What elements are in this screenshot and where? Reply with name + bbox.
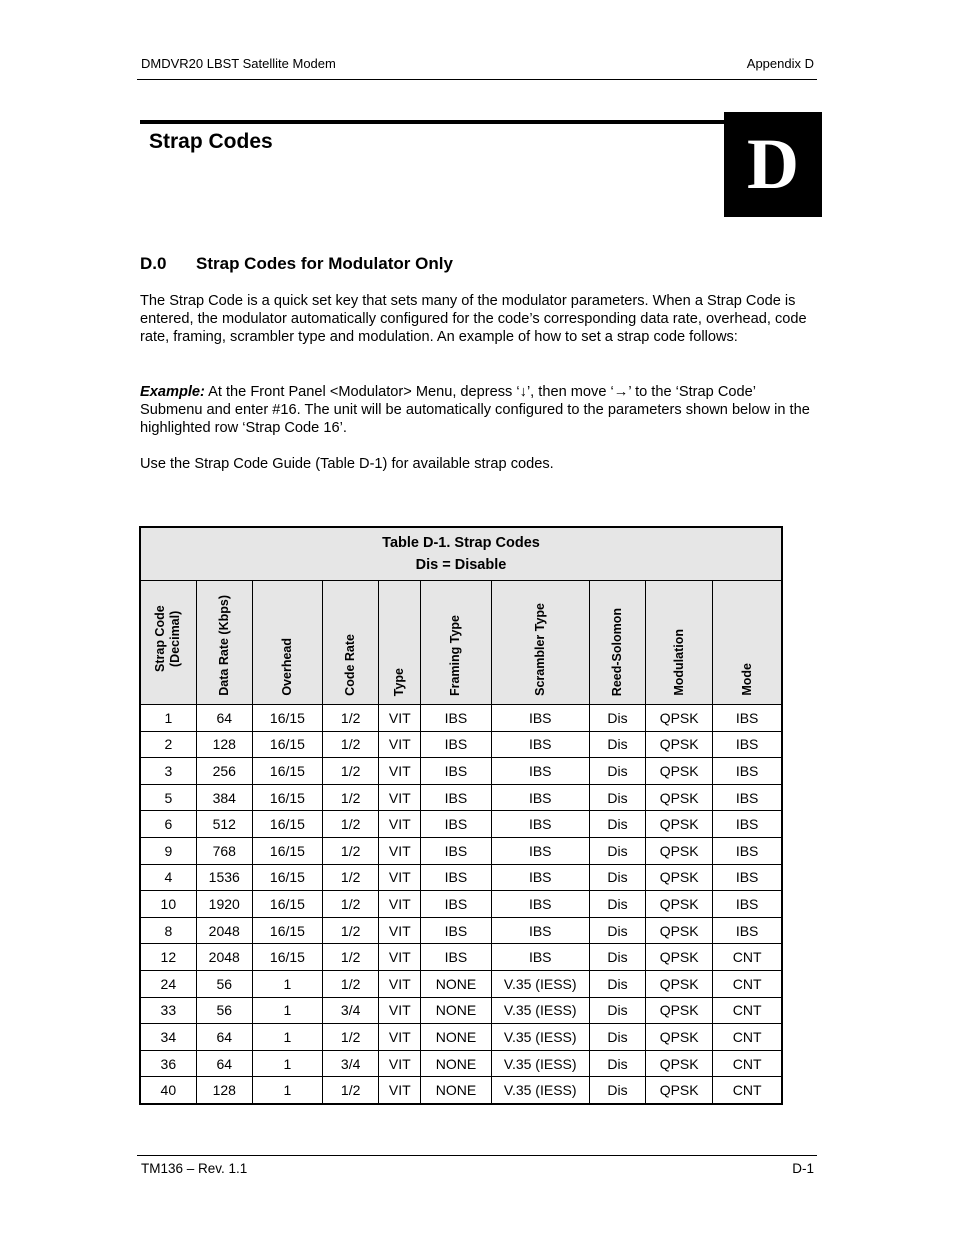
table-cell: Dis — [589, 997, 645, 1024]
table-cell: IBS — [421, 811, 491, 838]
table-cell: IBS — [421, 758, 491, 785]
table-cell: QPSK — [646, 758, 713, 785]
column-header-label: Reed-Solomon — [609, 607, 624, 696]
column-header-wrap — [713, 581, 781, 704]
guide-paragraph: Use the Strap Code Guide (Table D-1) for available strap codes. — [140, 456, 554, 472]
table-cell: 128 — [196, 1077, 252, 1104]
table-cell: 1/2 — [323, 1077, 379, 1104]
table-cell: 64 — [196, 1050, 252, 1077]
table-cell: 1/2 — [323, 917, 379, 944]
table-cell: VIT — [379, 705, 421, 732]
column-header-label: Scrambler Type — [532, 603, 547, 696]
table-row — [140, 731, 782, 758]
table-cell: 3/4 — [323, 1050, 379, 1077]
table-cell: QPSK — [646, 1024, 713, 1051]
table-cell: 16/15 — [252, 811, 322, 838]
table-cell: IBS — [491, 837, 589, 864]
table-cell: IBS — [491, 784, 589, 811]
table-cell: Dis — [589, 891, 645, 918]
table-cell: 10 — [140, 891, 196, 918]
table-header-row — [140, 581, 782, 705]
table-cell: 5 — [140, 784, 196, 811]
table-cell: Dis — [589, 917, 645, 944]
table-cell: 56 — [196, 997, 252, 1024]
table-cell: Dis — [589, 1077, 645, 1104]
table-cell: VIT — [379, 837, 421, 864]
table-cell: V.35 (IESS) — [491, 970, 589, 997]
table-cell: QPSK — [646, 837, 713, 864]
table-cell: 1/2 — [323, 784, 379, 811]
table-cell: IBS — [421, 917, 491, 944]
table-cell: NONE — [421, 970, 491, 997]
table-cell: 16/15 — [252, 944, 322, 971]
table-row — [140, 758, 782, 785]
table-row — [140, 891, 782, 918]
column-header-label: Overhead — [279, 638, 294, 696]
table-cell: Dis — [589, 731, 645, 758]
table-cell: 1 — [252, 970, 322, 997]
running-header-appendix: Appendix D — [746, 56, 814, 71]
table-cell: VIT — [379, 917, 421, 944]
table-cell: Dis — [589, 1024, 645, 1051]
table-cell: Dis — [589, 944, 645, 971]
table-cell: IBS — [491, 705, 589, 732]
table-cell: VIT — [379, 891, 421, 918]
column-header — [491, 581, 589, 705]
table-cell: QPSK — [646, 917, 713, 944]
table-cell: NONE — [421, 997, 491, 1024]
table-cell: VIT — [379, 784, 421, 811]
table-cell: 1/2 — [323, 758, 379, 785]
table-cell: 16/15 — [252, 758, 322, 785]
table-cell: 1/2 — [323, 864, 379, 891]
table-cell: 1/2 — [323, 970, 379, 997]
table-cell: 1/2 — [323, 891, 379, 918]
table-cell: QPSK — [646, 864, 713, 891]
table-cell: 1 — [140, 705, 196, 732]
table-cell: 1536 — [196, 864, 252, 891]
table-cell: V.35 (IESS) — [491, 997, 589, 1024]
table-cell: IBS — [713, 705, 782, 732]
table-cell: 1 — [252, 1050, 322, 1077]
table-cell: 8 — [140, 917, 196, 944]
table-cell: IBS — [421, 731, 491, 758]
table-row — [140, 1050, 782, 1077]
table-cell: V.35 (IESS) — [491, 1050, 589, 1077]
column-header — [646, 581, 713, 705]
table-cell: VIT — [379, 1050, 421, 1077]
table-cell: CNT — [713, 1050, 782, 1077]
table-cell: VIT — [379, 1077, 421, 1104]
table-cell: IBS — [713, 731, 782, 758]
column-header — [421, 581, 491, 705]
table-row — [140, 917, 782, 944]
column-header-label: Framing Type — [448, 614, 463, 696]
table-cell: VIT — [379, 997, 421, 1024]
table-cell: 3/4 — [323, 997, 379, 1024]
table-cell: 24 — [140, 970, 196, 997]
table-cell: IBS — [421, 784, 491, 811]
table-cell: 2048 — [196, 917, 252, 944]
table-cell: IBS — [713, 891, 782, 918]
table-cell: CNT — [713, 1024, 782, 1051]
table-cell: IBS — [491, 944, 589, 971]
table-cell: 512 — [196, 811, 252, 838]
column-header-label: Strap Code (Decimal) — [153, 605, 183, 672]
table-cell: 256 — [196, 758, 252, 785]
table-cell: IBS — [421, 891, 491, 918]
table-cell: VIT — [379, 731, 421, 758]
table-cell: 1 — [252, 1024, 322, 1051]
column-header — [379, 581, 421, 705]
strap-codes-table — [139, 526, 783, 1105]
section-heading — [140, 254, 453, 274]
table-cell: IBS — [713, 864, 782, 891]
table-cell: IBS — [421, 705, 491, 732]
table-cell: 9 — [140, 837, 196, 864]
table-cell: VIT — [379, 970, 421, 997]
table-cell: 128 — [196, 731, 252, 758]
table-cell: QPSK — [646, 997, 713, 1024]
table-cell: NONE — [421, 1077, 491, 1104]
table-cell: QPSK — [646, 891, 713, 918]
column-header-wrap — [590, 581, 645, 704]
column-header — [140, 581, 196, 705]
table-title: Table D-1. Strap Codes — [382, 535, 540, 551]
table-cell: QPSK — [646, 970, 713, 997]
column-header — [589, 581, 645, 705]
table-cell: VIT — [379, 811, 421, 838]
table-cell: CNT — [713, 944, 782, 971]
table-cell: IBS — [491, 811, 589, 838]
chapter-title-bar — [140, 120, 756, 124]
table-cell: 16/15 — [252, 784, 322, 811]
table-cell: IBS — [713, 917, 782, 944]
table-row — [140, 864, 782, 891]
chapter-letter-box — [724, 112, 822, 217]
table-cell: 2 — [140, 731, 196, 758]
table-cell: Dis — [589, 837, 645, 864]
table-cell: IBS — [713, 811, 782, 838]
section-number: D.0 — [140, 254, 167, 273]
column-header-wrap — [492, 581, 589, 704]
column-header — [252, 581, 322, 705]
table-cell: IBS — [421, 944, 491, 971]
table-cell: 6 — [140, 811, 196, 838]
table-caption — [140, 527, 782, 581]
table-cell: IBS — [491, 891, 589, 918]
table-cell: CNT — [713, 970, 782, 997]
column-header-label: Data Rate (Kbps) — [216, 595, 231, 696]
column-header-label: Type — [392, 667, 407, 696]
table-cell: 1/2 — [323, 837, 379, 864]
example-label: Example: — [140, 384, 205, 400]
column-header-label: Code Rate — [343, 634, 358, 696]
table-row — [140, 944, 782, 971]
table-cell: 1 — [252, 997, 322, 1024]
table-cell: 1/2 — [323, 705, 379, 732]
chapter-title: Strap Codes — [149, 130, 273, 153]
table-cell: IBS — [713, 758, 782, 785]
table-body — [140, 705, 782, 1104]
table-cell: 40 — [140, 1077, 196, 1104]
table-cell: CNT — [713, 997, 782, 1024]
table-cell: 64 — [196, 1024, 252, 1051]
table-row — [140, 997, 782, 1024]
table-cell: CNT — [713, 1077, 782, 1104]
table-cell: 1/2 — [323, 731, 379, 758]
table-row — [140, 784, 782, 811]
table-cell: Dis — [589, 705, 645, 732]
column-header-label: Modulation — [671, 629, 686, 696]
table-cell: 1/2 — [323, 944, 379, 971]
table-cell: IBS — [421, 864, 491, 891]
header-rule — [137, 79, 817, 80]
table-cell: VIT — [379, 1024, 421, 1051]
table-cell: V.35 (IESS) — [491, 1077, 589, 1104]
table-cell: QPSK — [646, 784, 713, 811]
column-header-wrap — [197, 581, 252, 704]
table-cell: 16/15 — [252, 837, 322, 864]
footer-page-number: D-1 — [792, 1161, 814, 1176]
table-cell: 64 — [196, 705, 252, 732]
table-cell: 16/15 — [252, 891, 322, 918]
table-cell: 1920 — [196, 891, 252, 918]
table-cell: IBS — [491, 758, 589, 785]
table-cell: 3 — [140, 758, 196, 785]
table-cell: 12 — [140, 944, 196, 971]
table-cell: NONE — [421, 1024, 491, 1051]
column-header-wrap — [421, 581, 490, 704]
table-cell: 33 — [140, 997, 196, 1024]
table-cell: QPSK — [646, 731, 713, 758]
table-cell: QPSK — [646, 1077, 713, 1104]
table-cell: IBS — [713, 837, 782, 864]
table-cell: QPSK — [646, 811, 713, 838]
intro-paragraph: The Strap Code is a quick set key that sets many of the modulator parameters. When a Strap Code is entered, the modulator automatically configured for the code’s corresponding data rate, overhead, code rate, framing, scrambler type and modulation. An example of how to set a strap code follows: — [140, 293, 807, 345]
table-cell: IBS — [491, 917, 589, 944]
table-cell: QPSK — [646, 1050, 713, 1077]
chapter-letter: D — [747, 124, 799, 204]
table-cell: 36 — [140, 1050, 196, 1077]
running-header-title: DMDVR20 LBST Satellite Modem — [141, 56, 336, 71]
table-cell: VIT — [379, 944, 421, 971]
table-cell: Dis — [589, 864, 645, 891]
example-text: At the Front Panel <Modulator> Menu, depress ‘↓’, then move ‘→’ to the ‘Strap Code’ Submenu and enter #16. The unit will be automatically configured to the parameters shown below in the highlighted row ‘Strap Code 16’. — [140, 384, 810, 436]
table-subtitle: Dis = Disable — [415, 557, 507, 573]
table-cell: Dis — [589, 970, 645, 997]
table-cell: 34 — [140, 1024, 196, 1051]
table-cell: Dis — [589, 758, 645, 785]
table-cell: 56 — [196, 970, 252, 997]
column-header-wrap — [141, 581, 196, 704]
table-cell: VIT — [379, 864, 421, 891]
table-cell: 1 — [252, 1077, 322, 1104]
table-cell: 1/2 — [323, 811, 379, 838]
table-cell: 16/15 — [252, 731, 322, 758]
table-row — [140, 970, 782, 997]
table-row — [140, 1024, 782, 1051]
table-cell: 16/15 — [252, 864, 322, 891]
column-header-wrap — [379, 581, 420, 704]
table-row — [140, 811, 782, 838]
table-cell: IBS — [713, 784, 782, 811]
table-cell: Dis — [589, 811, 645, 838]
table-cell: 4 — [140, 864, 196, 891]
table-cell: 2048 — [196, 944, 252, 971]
table-cell: QPSK — [646, 705, 713, 732]
column-header — [196, 581, 252, 705]
table-cell: IBS — [491, 864, 589, 891]
table-cell: 768 — [196, 837, 252, 864]
footer-doc-revision: TM136 – Rev. 1.1 — [141, 1161, 248, 1176]
table-cell: 384 — [196, 784, 252, 811]
column-header — [713, 581, 782, 705]
column-header-label: Mode — [739, 663, 754, 696]
example-paragraph — [140, 383, 815, 437]
table-cell: NONE — [421, 1050, 491, 1077]
table-row — [140, 705, 782, 732]
column-header-wrap — [323, 581, 378, 704]
table-cell: IBS — [421, 837, 491, 864]
table-cell: IBS — [491, 731, 589, 758]
table-cell: QPSK — [646, 944, 713, 971]
table-cell: 16/15 — [252, 705, 322, 732]
table-row — [140, 837, 782, 864]
table-cell: Dis — [589, 1050, 645, 1077]
section-title: Strap Codes for Modulator Only — [196, 254, 453, 273]
table-row — [140, 1077, 782, 1104]
table-cell: V.35 (IESS) — [491, 1024, 589, 1051]
table-cell: 16/15 — [252, 917, 322, 944]
table-cell: VIT — [379, 758, 421, 785]
column-header-wrap — [253, 581, 322, 704]
column-header-wrap — [646, 581, 712, 704]
table-cell: 1/2 — [323, 1024, 379, 1051]
column-header — [323, 581, 379, 705]
footer-rule — [137, 1155, 817, 1156]
table-cell: Dis — [589, 784, 645, 811]
